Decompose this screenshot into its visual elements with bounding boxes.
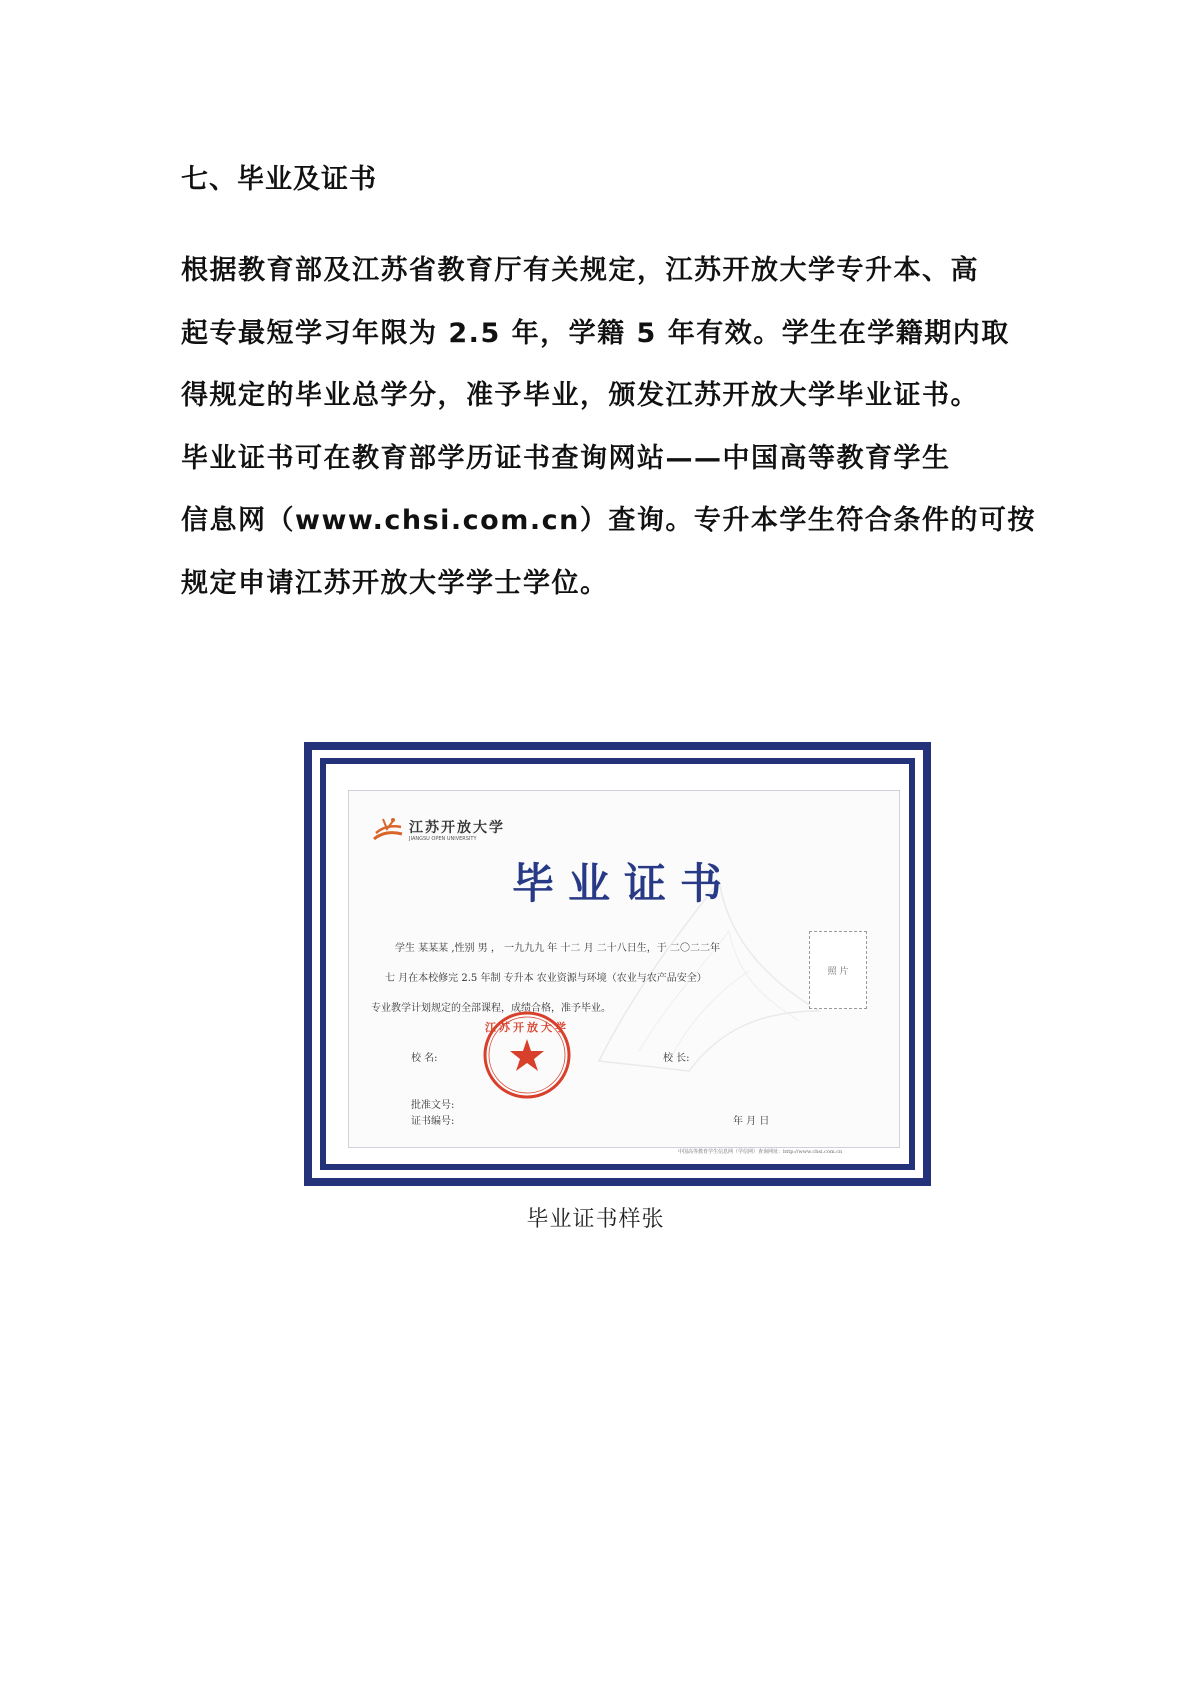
university-logo: [371, 813, 521, 853]
paragraph-line: 起专最短学习年限为 2.5 年，学籍 5 年有效。学生在学籍期内取: [181, 317, 1010, 349]
certificate-line-2: 七 月在本校修完 2.5 年制 专升本 农业资源与环境（农业与农产品安全）: [385, 973, 707, 984]
certificate-inner: [326, 764, 909, 1164]
certificate-image: [304, 742, 931, 1186]
certificate-line-1: 学生 某某某 ,性别 男 ， 一九九九 年 十二 月 二十八日生，于 二〇二二年: [395, 943, 720, 954]
seal-text: 江苏开放大学: [485, 1021, 569, 1034]
paragraph-line: 毕业证书可在教育部学历证书查询网站——中国高等教育学生: [181, 442, 951, 474]
body-paragraph: [181, 240, 1036, 615]
certificate-title: 毕业证书: [511, 859, 736, 908]
certificate-footer-note: 中国高等教育学生信息网（学信网）查询网址：http://www.chsi.com.cn: [678, 1149, 843, 1155]
approval-number-label: 批准文号:: [411, 1100, 455, 1111]
certificate-line-3: 专业教学计划规定的全部课程，成绩合格，准予毕业。: [371, 1003, 611, 1014]
logo-chinese-name: 江苏开放大学: [409, 820, 505, 836]
section-heading: 七、毕业及证书: [181, 164, 377, 195]
photo-placeholder: [809, 931, 867, 1009]
logo-english-name: JIANGSU OPEN UNIVERSITY: [409, 836, 477, 842]
paragraph-line: 规定申请江苏开放大学学士学位。: [181, 567, 609, 599]
image-caption: 毕业证书样张: [526, 1207, 665, 1232]
paragraph-line: 根据教育部及江苏省教育厅有关规定，江苏开放大学专升本、高: [181, 255, 979, 286]
school-name-label: 校 名:: [411, 1053, 438, 1064]
paragraph-line: 信息网（www.chsi.com.cn）查询。专升本学生符合条件的可按: [181, 505, 1036, 536]
certificate-paper: [348, 790, 900, 1148]
logo-icon: [371, 815, 405, 845]
university-seal: [481, 1009, 573, 1101]
president-label: 校 长:: [663, 1053, 690, 1064]
date-label: 年 月 日: [733, 1116, 770, 1127]
paragraph-line: 得规定的毕业总学分，准予毕业，颁发江苏开放大学毕业证书。: [181, 380, 979, 411]
certificate-number-label: 证书编号:: [411, 1116, 455, 1127]
photo-label: 照 片: [827, 967, 849, 977]
